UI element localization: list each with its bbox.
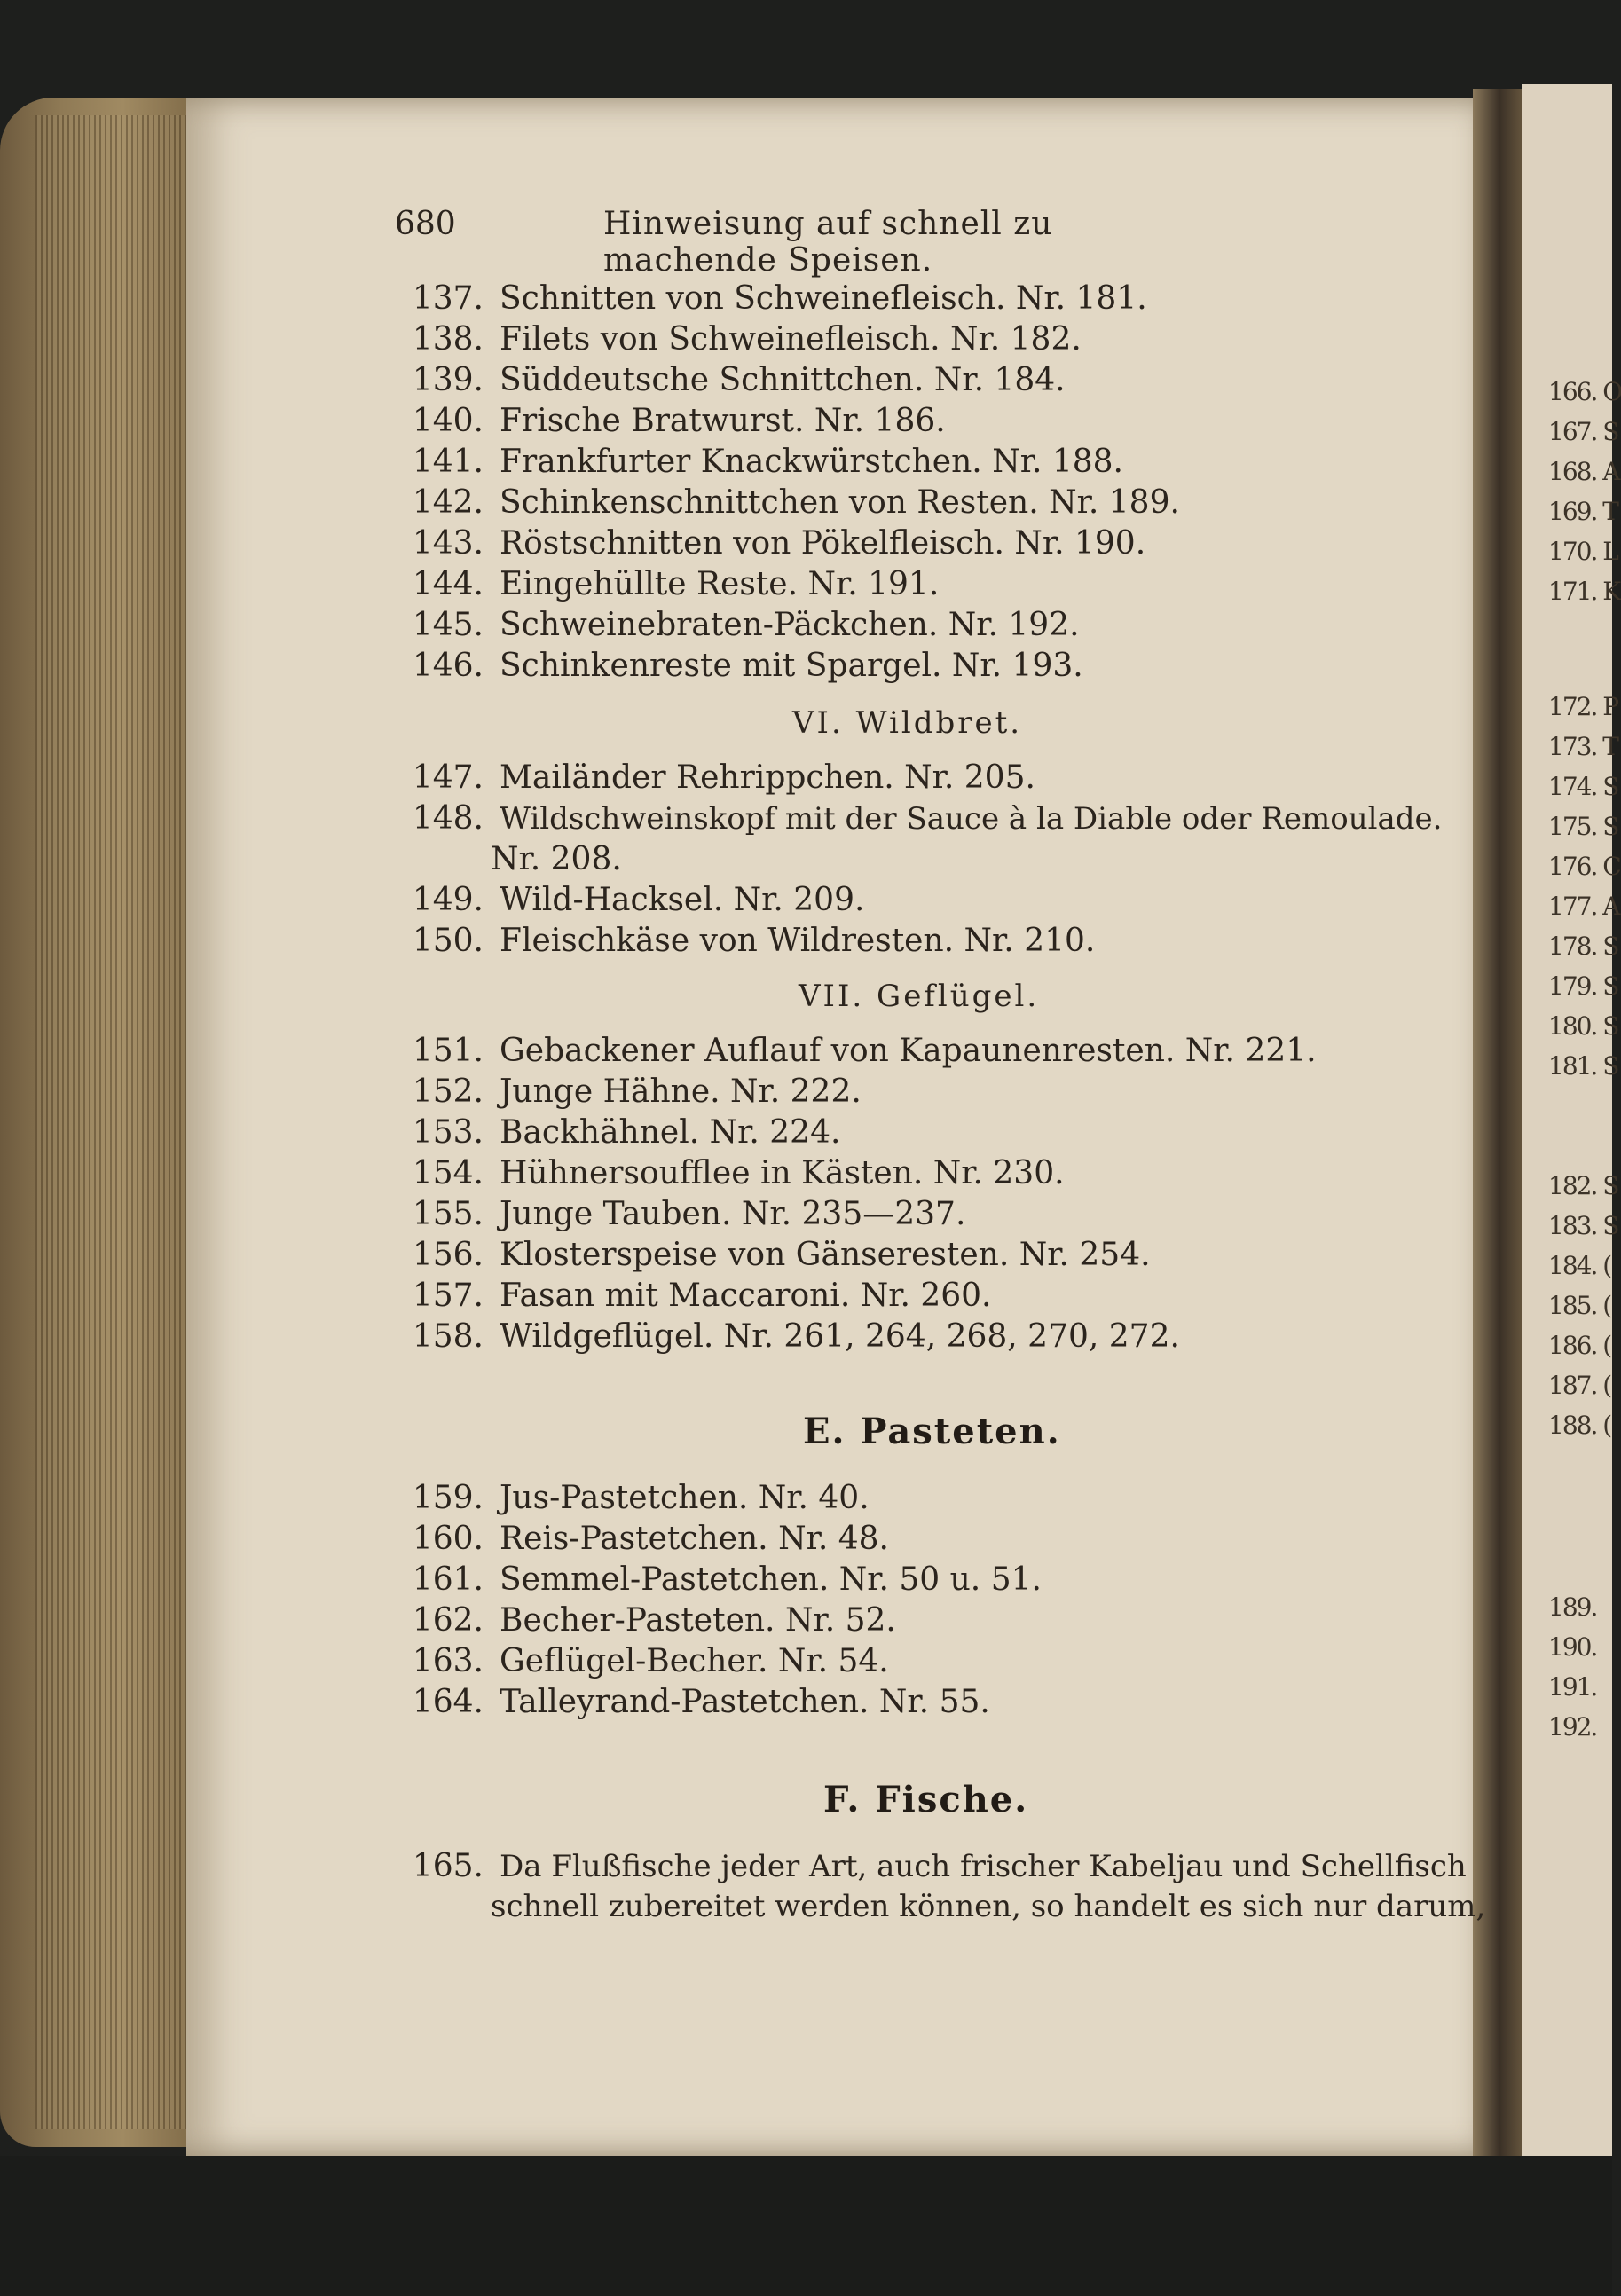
- list-item: 143. Röstschnitten von Pökelfleisch. Nr. 190.: [412, 525, 1146, 562]
- right-page-item: 180. S: [1548, 1011, 1618, 1041]
- list-item: 145. Schweinebraten-Päckchen. Nr. 192.: [412, 607, 1080, 643]
- right-page-item: 176. C: [1548, 852, 1620, 881]
- right-page-item: 170. L: [1548, 537, 1617, 566]
- right-page-item: 187. (: [1548, 1371, 1611, 1400]
- list-item: 159. Jus-Pastetchen. Nr. 40.: [412, 1480, 870, 1516]
- right-page-item: 184. (: [1548, 1251, 1611, 1280]
- list-item: 165. Da Flußfische jeder Art, auch frischer Kabeljau und Schellfisch: [412, 1848, 1467, 1884]
- right-page-item: 179. S: [1548, 971, 1618, 1001]
- list-item: 141. Frankfurter Knackwürstchen. Nr. 188.: [412, 444, 1123, 480]
- right-page-item: 177. A: [1548, 892, 1619, 921]
- list-item: 139. Süddeutsche Schnittchen. Nr. 184.: [412, 362, 1066, 398]
- right-page-item: 175. S: [1548, 812, 1618, 841]
- right-page-item: 168. A: [1548, 457, 1619, 486]
- list-item: 148. Wildschweinskopf mit der Sauce à la Diable oder Remoulade.: [412, 800, 1443, 837]
- right-page-item: 172. P: [1548, 692, 1618, 721]
- section-heading: VI. Wildbret.: [792, 705, 1023, 741]
- page-title: Hinweisung auf schnell zu machende Speisen.: [603, 206, 1053, 279]
- list-item: 147. Mailänder Rehrippchen. Nr. 205.: [412, 759, 1035, 796]
- list-item: 155. Junge Tauben. Nr. 235—237.: [412, 1196, 966, 1232]
- list-item: 151. Gebackener Auflauf von Kapaunenresten. Nr. 221.: [412, 1033, 1317, 1069]
- list-item: 163. Geflügel-Becher. Nr. 54.: [412, 1643, 889, 1679]
- list-item: 138. Filets von Schweinefleisch. Nr. 182.: [412, 321, 1082, 358]
- right-page-item: 189.: [1548, 1592, 1597, 1622]
- list-item: 144. Eingehüllte Reste. Nr. 191.: [412, 566, 940, 602]
- right-page-item: 190.: [1548, 1632, 1597, 1662]
- right-page-item: 192.: [1548, 1712, 1597, 1742]
- right-page-item: 188. (: [1548, 1411, 1611, 1440]
- right-page-item: 182. S: [1548, 1171, 1618, 1200]
- list-item-continuation: schnell zubereitet werden können, so handelt es sich nur darum,: [491, 1889, 1486, 1924]
- right-page-item: 167. S: [1548, 417, 1618, 446]
- right-page-item: 166. O: [1548, 377, 1621, 406]
- book-gutter: [1473, 89, 1526, 2156]
- right-page-item: 171. K: [1548, 577, 1620, 606]
- right-page-item: 169. T: [1548, 497, 1617, 526]
- list-item: 150. Fleischkäse von Wildresten. Nr. 210.: [412, 923, 1096, 959]
- right-page-edge: [1522, 84, 1621, 2156]
- right-page-item: 191.: [1548, 1672, 1597, 1702]
- list-item: 160. Reis-Pastetchen. Nr. 48.: [412, 1521, 889, 1557]
- list-item-continuation: Nr. 208.: [491, 841, 622, 877]
- book-fore-edge: [0, 98, 204, 2147]
- list-item: 153. Backhähnel. Nr. 224.: [412, 1114, 841, 1151]
- right-page-item: 178. S: [1548, 932, 1618, 961]
- list-item: 152. Junge Hähne. Nr. 222.: [412, 1073, 862, 1110]
- list-item: 149. Wild-Hacksel. Nr. 209.: [412, 882, 865, 918]
- list-item: 146. Schinkenreste mit Spargel. Nr. 193.: [412, 648, 1083, 684]
- list-item: 137. Schnitten von Schweinefleisch. Nr. 181.: [412, 280, 1147, 317]
- page-number: 680: [395, 206, 456, 242]
- list-item: 142. Schinkenschnittchen von Resten. Nr. 189.: [412, 484, 1180, 521]
- list-item: 154. Hühnersoufflee in Kästen. Nr. 230.: [412, 1155, 1065, 1191]
- list-item: 158. Wildgeflügel. Nr. 261, 264, 268, 270, 272.: [412, 1318, 1180, 1355]
- background: [0, 2156, 1612, 2296]
- section-heading: F. Fische.: [823, 1779, 1029, 1820]
- right-page-item: 181. S: [1548, 1051, 1618, 1081]
- section-heading: E. Pasteten.: [803, 1411, 1061, 1452]
- right-page-item: 174. S: [1548, 772, 1618, 801]
- list-item: 161. Semmel-Pastetchen. Nr. 50 u. 51.: [412, 1561, 1042, 1598]
- right-page-item: 183. S: [1548, 1211, 1618, 1240]
- running-head: [395, 206, 1211, 279]
- list-item: 157. Fasan mit Maccaroni. Nr. 260.: [412, 1278, 992, 1314]
- right-page-item: 173. T: [1548, 732, 1617, 761]
- list-item: 140. Frische Bratwurst. Nr. 186.: [412, 403, 946, 439]
- list-item: 164. Talleyrand-Pastetchen. Nr. 55.: [412, 1684, 990, 1720]
- list-item: 162. Becher-Pasteten. Nr. 52.: [412, 1602, 896, 1639]
- section-heading: VII. Geflügel.: [799, 979, 1040, 1014]
- right-page-item: 185. (: [1548, 1291, 1611, 1320]
- list-item: 156. Klosterspeise von Gänseresten. Nr. 254.: [412, 1237, 1151, 1273]
- right-page-item: 186. (: [1548, 1331, 1611, 1360]
